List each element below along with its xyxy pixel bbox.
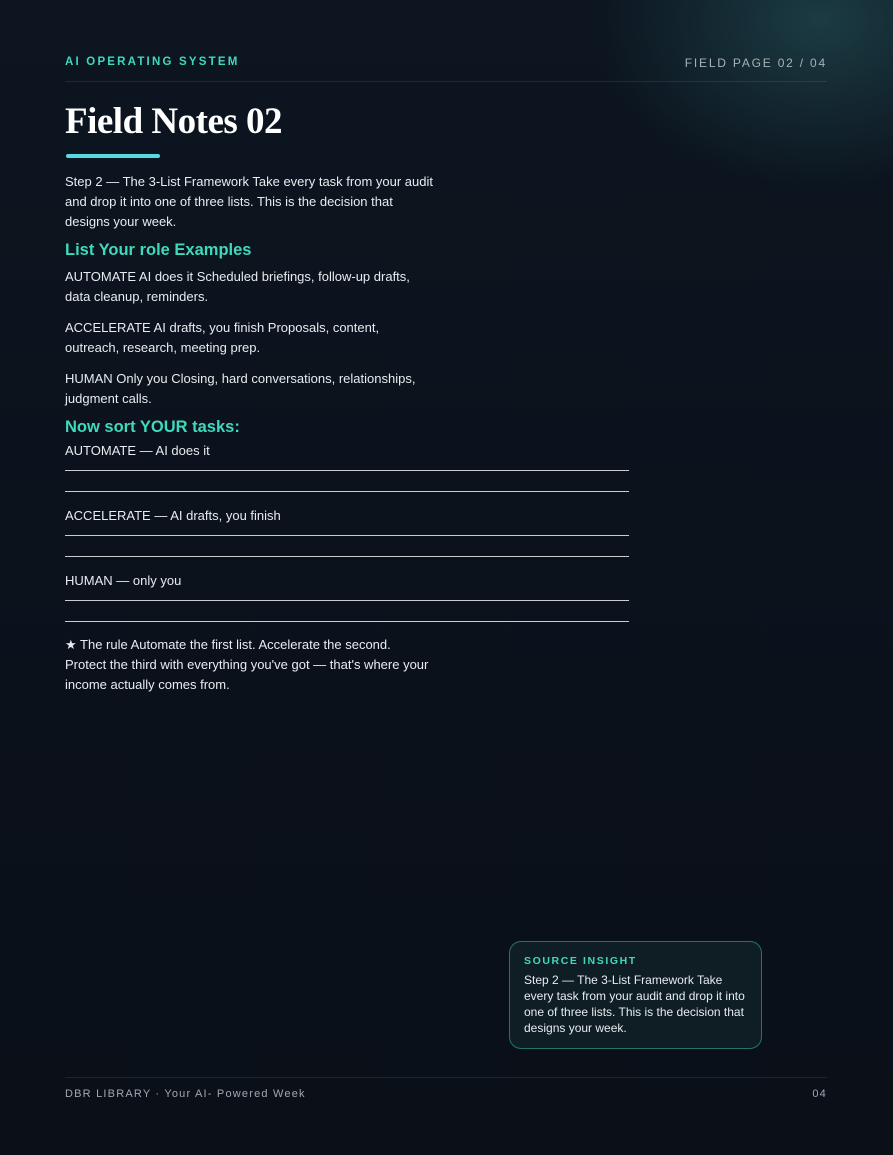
list-item-human: HUMAN Only you Closing, hard conversations, relationships, judgment calls. — [65, 371, 416, 406]
page-number-label: FIELD PAGE 02 / 04 — [684, 56, 827, 70]
intro-paragraph: Step 2 — The 3-List Framework Take every task from your audit and drop it into one of three lists. This is the decision that designs your week. — [65, 174, 433, 229]
insight-title: SOURCE INSIGHT — [524, 955, 637, 967]
write-in-line[interactable] — [65, 491, 629, 492]
write-in-line[interactable] — [65, 535, 629, 536]
brand-label: AI OPERATING SYSTEM — [65, 56, 240, 68]
sort-section-accelerate — [65, 507, 629, 557]
page-header — [65, 55, 827, 82]
rule-paragraph: ★ The rule Automate the first list. Accelerate the second. Protect the third with everything you've got — that's where your income actually comes from. — [65, 637, 429, 692]
write-in-line[interactable] — [65, 621, 629, 622]
source-insight-card — [509, 941, 762, 1049]
footer-page-number: 04 — [812, 1088, 827, 1100]
sort-label: HUMAN — only you — [65, 573, 182, 588]
sort-heading: Now sort YOUR tasks: — [65, 418, 240, 436]
insight-text: Step 2 — The 3-List Framework Take every task from your audit and drop it into one of three lists. This is the decision that designs your week. — [524, 973, 745, 1035]
sort-section-human — [65, 572, 629, 622]
sort-label: ACCELERATE — AI drafts, you finish — [65, 508, 281, 523]
title-underline — [66, 154, 160, 158]
main-content — [65, 172, 629, 695]
write-in-line[interactable] — [65, 470, 629, 471]
list-item-accelerate: ACCELERATE AI drafts, you finish Proposals, content, outreach, research, meeting prep. — [65, 320, 380, 355]
write-in-line[interactable] — [65, 556, 629, 557]
page-title: Field Notes 02 — [65, 101, 283, 142]
sort-section-automate — [65, 442, 629, 492]
sort-label: AUTOMATE — AI does it — [65, 443, 210, 458]
list-item-automate: AUTOMATE AI does it Scheduled briefings, follow-up drafts, data cleanup, reminders. — [65, 269, 410, 304]
write-in-line[interactable] — [65, 600, 629, 601]
list-heading: List Your role Examples — [65, 241, 252, 259]
page-footer — [65, 1077, 827, 1100]
footer-library-label: DBR LIBRARY · Your AI- Powered Week — [65, 1088, 306, 1100]
